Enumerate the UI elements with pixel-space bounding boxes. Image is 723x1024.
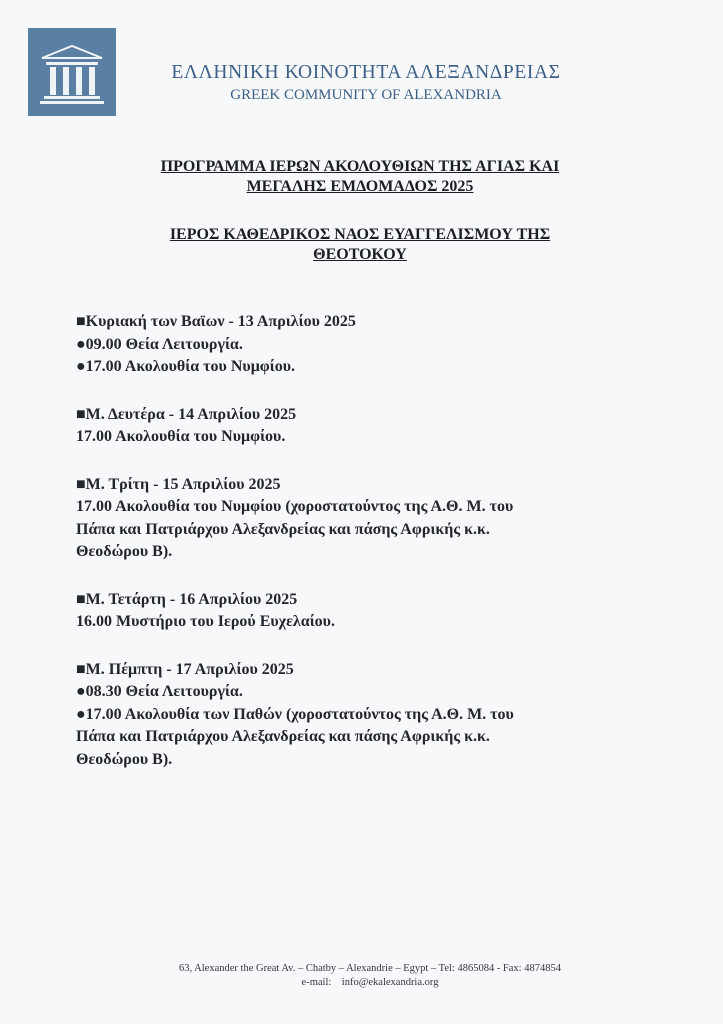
service-line: Θεοδώρου Β). — [76, 543, 173, 560]
footer-address: 63, Alexander the Great Av. – Chatby – Alexandrie – Egypt – Tel: 4865084 - Fax: 4874854 — [179, 963, 561, 974]
service-line: Πάπα και Πατριάρχου Αλεξανδρείας και πάσης Αφρικής κ.κ. — [76, 728, 490, 745]
footer-email-row — [60, 976, 680, 990]
schedule-day — [76, 474, 676, 564]
org-name-greek: ΕΛΛΗΝΙΚΗ ΚΟΙΝΟΤΗΤΑ ΑΛΕΞΑΝΔΡΕΙΑΣ — [171, 62, 561, 83]
service-line: 16.00 Μυστήριο του Ιερού Ευχελαίου. — [76, 613, 335, 630]
day-heading: ■Μ. Πέμπτη - 17 Απριλίου 2025 — [76, 660, 294, 678]
church-name-line: ΘΕΟΤΟΚΟΥ — [313, 246, 407, 263]
schedule-day — [76, 589, 676, 634]
day-heading: ■Κυριακή των Βαϊων - 13 Απριλίου 2025 — [76, 313, 356, 330]
church-name-line: ΙΕΡΟΣ ΚΑΘΕΔΡΙΚΟΣ ΝΑΟΣ ΕΥΑΓΓΕΛΙΣΜΟΥ ΤΗΣ — [169, 226, 551, 243]
service-line: ●08.30 Θεία Λειτουργία. — [76, 683, 243, 700]
service-line: ●17.00 Ακολουθία των Παθών (χοροστατούντος της Α.Θ. Μ. του — [76, 705, 514, 723]
email-label: e-mail: — [301, 977, 332, 988]
schedule-title-line: ΜΕΓΑΛΗΣ ΕΜΔΟΜΑΔΟΣ 2025 — [246, 178, 474, 195]
service-line: Πάπα και Πατριάρχου Αλεξανδρείας και πάσης Αφρικής κ.κ. — [76, 520, 490, 538]
service-line: ●09.00 Θεία Λειτουργία. — [76, 335, 243, 353]
footer — [60, 962, 680, 990]
schedule-day — [76, 311, 676, 379]
service-line: ●17.00 Ακολουθία του Νυμφίου. — [76, 358, 296, 375]
church-name — [60, 225, 660, 265]
day-heading: ■Μ. Τετάρτη - 16 Απριλίου 2025 — [76, 590, 298, 608]
day-heading: ■Μ. Τρίτη - 15 Απριλίου 2025 — [76, 475, 281, 493]
day-heading: ■Μ. Δευτέρα - 14 Απριλίου 2025 — [76, 405, 297, 423]
service-line: Θεοδώρου Β). — [76, 750, 173, 768]
service-line: 17.00 Ακολουθία του Νυμφίου (χοροστατούντος της Α.Θ. Μ. του — [76, 498, 514, 515]
temple-logo-icon — [28, 28, 116, 116]
schedule-title-line: ΠΡΟΓΡΑΜΜΑ ΙΕΡΩΝ ΑΚΟΛΟΥΘΙΩΝ ΤΗΣ ΑΓΙΑΣ ΚΑΙ — [160, 158, 560, 175]
service-line: 17.00 Ακολουθία του Νυμφίου. — [76, 428, 286, 445]
email-link[interactable]: info@ekalexandria.org — [341, 977, 439, 988]
schedule-list — [76, 311, 676, 796]
org-name-english: GREEK COMMUNITY OF ALEXANDRIA — [230, 87, 502, 103]
schedule-day — [76, 404, 676, 449]
schedule-title — [60, 157, 660, 197]
schedule-day — [76, 659, 676, 772]
